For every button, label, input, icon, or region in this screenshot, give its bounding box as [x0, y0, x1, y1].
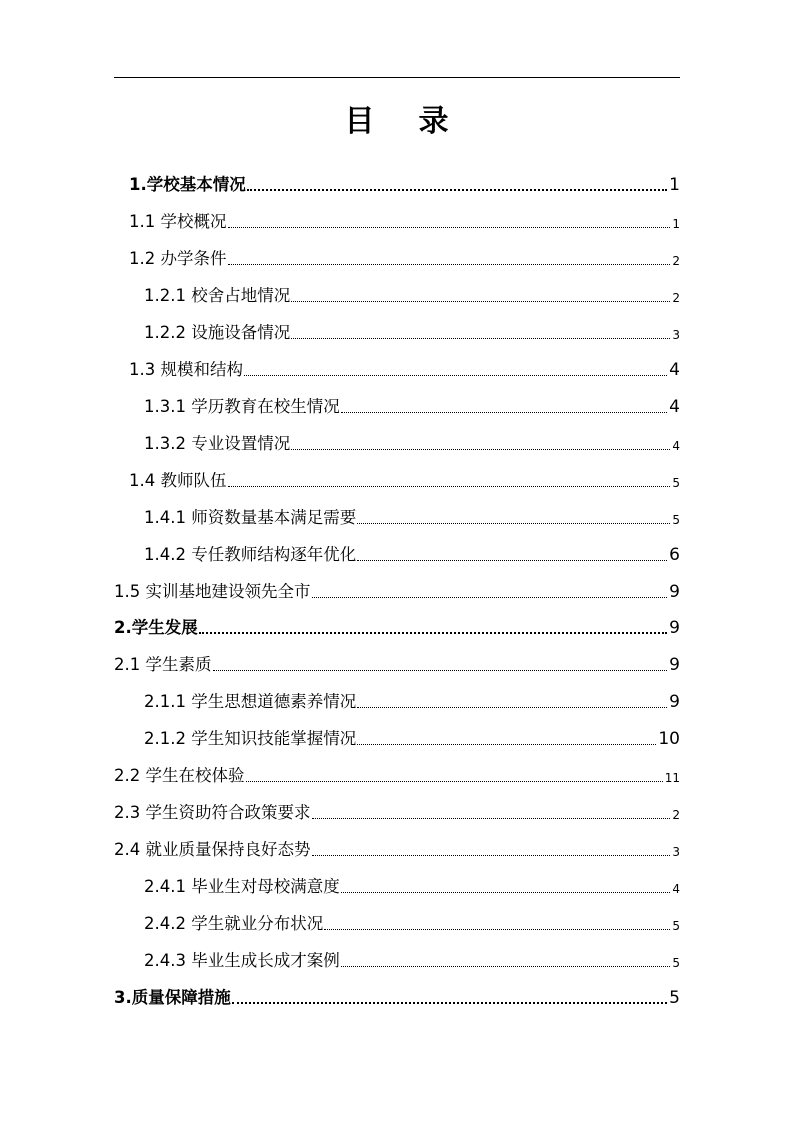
- toc-entry-label: 1.2.1 校舍占地情况: [144, 285, 291, 305]
- toc-entry[interactable]: [144, 688, 680, 712]
- toc-entry[interactable]: [144, 282, 680, 306]
- dot-leader: [291, 338, 670, 339]
- toc-entry-page-number: 2: [672, 253, 680, 268]
- dot-leader: [199, 632, 667, 634]
- toc-entry-page-number: 5: [672, 512, 680, 527]
- dot-leader: [244, 375, 667, 376]
- dot-leader: [341, 892, 670, 893]
- dot-leader: [228, 227, 671, 228]
- toc-entry[interactable]: [144, 910, 680, 934]
- toc-entry-label: 2.学生发展: [114, 618, 198, 638]
- toc-entry-label: 2.4.1 毕业生对母校满意度: [144, 877, 340, 897]
- toc-entry-label: 2.1.2 学生知识技能掌握情况: [144, 729, 357, 749]
- toc-entry-label: 1.4.1 师资数量基本满足需要: [144, 507, 357, 527]
- toc-entry[interactable]: [129, 245, 680, 269]
- title-char-1: 目: [344, 104, 375, 139]
- toc-entry-page-number: 5: [672, 919, 680, 933]
- toc-entry[interactable]: [129, 356, 680, 380]
- toc-entry-page-number: 6: [669, 544, 680, 565]
- toc-entry-page-number: 9: [669, 692, 680, 713]
- title-char-2: 录: [418, 104, 449, 139]
- toc-entry[interactable]: [114, 799, 680, 823]
- toc-entry[interactable]: [114, 614, 680, 638]
- toc-entry[interactable]: [114, 578, 680, 602]
- toc-entry[interactable]: [114, 762, 680, 786]
- toc-entry-page-number: 1: [672, 216, 680, 231]
- toc-entry[interactable]: [144, 393, 680, 417]
- toc-entry-page-number: 4: [672, 438, 680, 453]
- toc-entry[interactable]: [114, 984, 680, 1008]
- toc-entry-label: 2.4.2 学生就业分布状况: [144, 914, 324, 933]
- toc-entry-label: 1.5 实训基地建设领先全市: [114, 581, 311, 601]
- toc-entry-label: 2.2 学生在校体验: [114, 766, 245, 786]
- toc-entry[interactable]: [129, 171, 680, 195]
- dot-leader: [291, 301, 670, 302]
- toc-entry-label: 2.4.3 毕业生成长成才案例: [144, 951, 340, 970]
- toc-entry-page-number: 3: [672, 327, 680, 342]
- toc-entry-label: 1.2.2 设施设备情况: [144, 322, 291, 342]
- dot-leader: [357, 523, 670, 524]
- toc-entry-page-number: 4: [669, 396, 680, 417]
- toc-entry-label: 1.1 学校概况: [129, 211, 227, 231]
- toc-entry-label: 2.4 就业质量保持良好态势: [114, 840, 311, 860]
- toc-entry-page-number: 9: [669, 581, 680, 602]
- dot-leader: [357, 744, 656, 745]
- toc-entry[interactable]: [129, 208, 680, 232]
- toc-entry-label: 2.3 学生资助符合政策要求: [114, 803, 311, 823]
- toc-entry[interactable]: [144, 430, 680, 454]
- toc-entry[interactable]: [144, 504, 680, 528]
- toc-entry-page-number: 5: [672, 475, 680, 490]
- toc-entry-label: 1.4.2 专任教师结构逐年优化: [144, 544, 357, 564]
- toc-entry-page-number: 11: [664, 771, 680, 786]
- toc-entry-label: 1.3 规模和结构: [129, 359, 243, 379]
- toc-entry-label: 1.3.1 学历教育在校生情况: [144, 396, 340, 416]
- toc-entry[interactable]: [114, 651, 680, 675]
- toc-entry-page-number: 2: [672, 290, 680, 305]
- toc-entry-page-number: 9: [669, 655, 680, 676]
- toc-entry-page-number: 10: [658, 729, 680, 750]
- toc-entry[interactable]: [129, 467, 680, 491]
- toc-entry[interactable]: [144, 947, 680, 971]
- toc-entry[interactable]: [144, 725, 680, 749]
- dot-leader: [247, 189, 667, 191]
- dot-leader: [341, 412, 667, 413]
- toc-entry[interactable]: [144, 541, 680, 565]
- toc-entry-page-number: 2: [672, 808, 680, 823]
- toc-entry[interactable]: [144, 873, 680, 897]
- toc-entry-label: 2.1.1 学生思想道德素养情况: [144, 692, 357, 712]
- dot-leader: [232, 1002, 667, 1004]
- toc-entry-page-number: 4: [672, 882, 680, 897]
- dot-leader: [291, 449, 670, 450]
- toc-entry-label: 1.2 办学条件: [129, 248, 227, 268]
- toc-entry-page-number: 9: [669, 618, 680, 639]
- toc-entry[interactable]: [144, 319, 680, 343]
- dot-leader: [228, 486, 671, 487]
- dot-leader: [246, 781, 663, 782]
- dot-leader: [341, 966, 670, 967]
- toc-entry[interactable]: [114, 836, 680, 860]
- dot-leader: [312, 855, 671, 856]
- dot-leader: [213, 670, 668, 671]
- toc-entry-page-number: 1: [669, 175, 680, 195]
- dot-leader: [312, 597, 668, 598]
- toc-entry-page-number: 3: [672, 845, 680, 860]
- toc-entry-page-number: 5: [669, 987, 680, 1008]
- dot-leader: [324, 929, 670, 930]
- dot-leader: [228, 264, 671, 265]
- dot-leader: [312, 818, 671, 819]
- toc-entry-page-number: 4: [669, 359, 680, 380]
- dot-leader: [357, 560, 667, 561]
- toc-entry-label: 2.1 学生素质: [114, 655, 212, 675]
- toc-entry-label: 3.质量保障措施: [114, 987, 231, 1007]
- toc-entry-label: 1.3.2 专业设置情况: [144, 433, 291, 453]
- toc-entry-label: 1.学校基本情况: [129, 175, 246, 194]
- dot-leader: [357, 707, 667, 708]
- toc-entry-page-number: 5: [672, 956, 680, 970]
- toc-entry-label: 1.4 教师队伍: [129, 470, 227, 490]
